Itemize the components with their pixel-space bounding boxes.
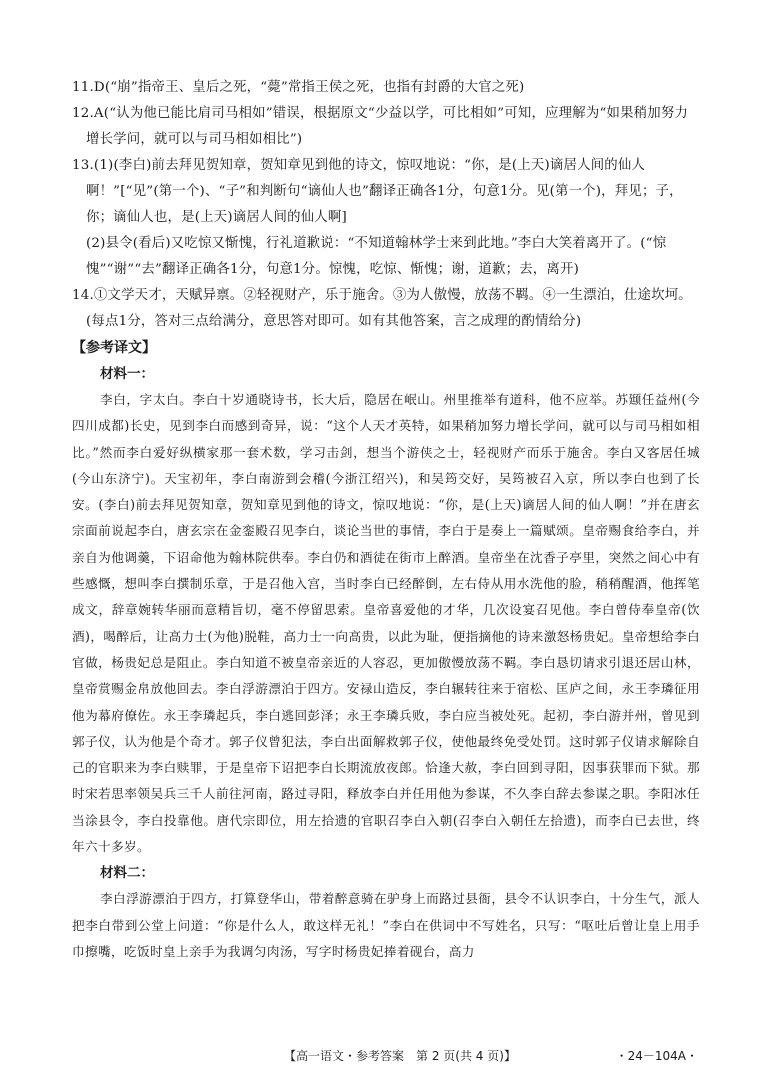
footer-code: ・24－104A・ (615, 1049, 698, 1063)
answer-12: 12.A(“认为他已能比肩司马相如”错误，根据原文“少益以学，可比相如”可知，应理解为“如果稍加努力增长学问，就可以与司马相如相比”) (72, 106, 689, 147)
page-footer (0, 1046, 764, 1066)
material-2-title: 材料二： (100, 865, 154, 882)
answer-11: 11.D(“崩”指帝王、皇后之死，“薨”常指王侯之死，也指有封爵的大官之死) (72, 80, 525, 95)
answer-13-part-1: 13.(1)(李白)前去拜见贺知章，贺知章见到他的诗文，惊叹地说：“你，是(上天)谪居人间的仙人啊！”[“见”(第一个)、“子”和判断句“谪仙人也”翻译正确各1分，句意1分。见(第一个)，拜见；子，你；谪仙人也，是(上天)谪居人间的仙人啊] (72, 158, 683, 225)
material-2-text: 李白浮游漂泊于四方，打算登华山，带着醉意骑在驴身上而路过县衙，县令不认识李白，十分生气，派人把李白带到公堂上问道：“你是什么人，敢这样无礼！”李白在供词中不写姓名，只写：“呕吐后曾让皇上用手巾擦嘴，吃饭时皇上亲手为我调匀肉汤，写字时杨贵妃捧着砚台，高力 (72, 891, 700, 959)
answer-13-part-2: (2)县令(看后)又吃惊又惭愧，行礼道歉说：“不知道翰林学士来到此地。”李白大笑着离开了。(“惊愧”“谢”“去”翻译正确各1分，句意1分。惊愧，吃惊、惭愧；谢，道歉；去，离开) (86, 236, 667, 277)
reference-translation-heading: 【参考译文】 (72, 340, 156, 356)
document-body (72, 75, 700, 965)
material-1-text: 李白，字太白。李白十岁通晓诗书，长大后，隐居在岷山。州里推举有道科，他不应举。苏颋任益州(今四川成都)长史，见到李白而感到奇异，说：“这个人天才英特，如果稍加努力增长学问，就可以与司马相如相比。”然而李白爱好纵横家那一套术数，学习击剑，想当个游侠之士，轻视财产而乐于施舍。李白又客居任城(今山东济宁)。天宝初年，李白南游到会稽(今浙江绍兴)，和吴筠交好，吴筠被召入京，所以李白也到了长安。(李白)前去拜见贺知章，贺知章见到他的诗文，惊叹地说：“你，是(上天)谪居人间的仙人啊！”并在唐玄宗面前说起李白，唐玄宗在金銮殿召见李白，谈论当世的事情，李白于是奏上一篇赋颂。皇帝赐食给李白，并亲自为他调羹，下诏命他为翰林院供奉。李白仍和酒徒在街市上醉酒。皇帝坐在沈香子亭里，突然之间心中有些感慨，想叫李白撰制乐章，于是召他入宫，当时李白已经醉倒，左右侍从用水洗他的脸，稍稍醒酒，他挥笔成文，辞章婉转华丽而意精旨切，毫不停留思索。皇帝喜爱他的才华，几次设宴召见他。李白曾侍奉皇帝(饮酒)，喝醉后，让高力士(为他)脱鞋，高力士一向高贵，以此为耻，便指摘他的诗来激怒杨贵妃。皇帝想给李白官做，杨贵妃总是阻止。李白知道不被皇帝亲近的人容忍，更加傲慢放荡不羁。李白恳切请求引退还居山林，皇帝赏赐金帛放他回去。李白浮游漂泊于四方。安禄山造反，李白辗转往来于宿松、匡庐之间，永王李璘征用他为幕府僚佐。永王李璘起兵，李白逃回彭泽；永王李璘兵败，李白应当被处死。起初，李白游并州，曾见到郭子仪，认为他是个奇才。郭子仪曾犯法，李白出面解救郭子仪，使他最终免受处罚。这时郭子仪请求解除自己的官职来为李白赎罪，于是皇帝下诏把李白长期流放夜郎。恰逢大赦，李白回到寻阳，因事获罪而下狱。那时宋若思率领吴兵三千人前往河南，路过寻阳，释放李白并任用他为参谋，不久李白辞去参谋之职。李阳冰任当涂县令，李白投靠他。唐代宗即位，用左拾遗的官职召李白入朝(召李白入朝任左拾遗)，而李白已去世，终年六十多岁。 (72, 392, 700, 855)
material-1-title: 材料一： (100, 366, 154, 382)
footer-page-info: 【高一语文・参考答案 第 2 页(共 4 页)】 (284, 1049, 516, 1063)
answer-14: 14.①文学天才，天赋异禀。②轻视财产，乐于施舍。③为人傲慢，放荡不羁。④一生漂泊，仕途坎坷。(每点1分，答对三点给满分，意思答对即可。如有其他答案，言之成理的酌情给分) (72, 288, 692, 329)
